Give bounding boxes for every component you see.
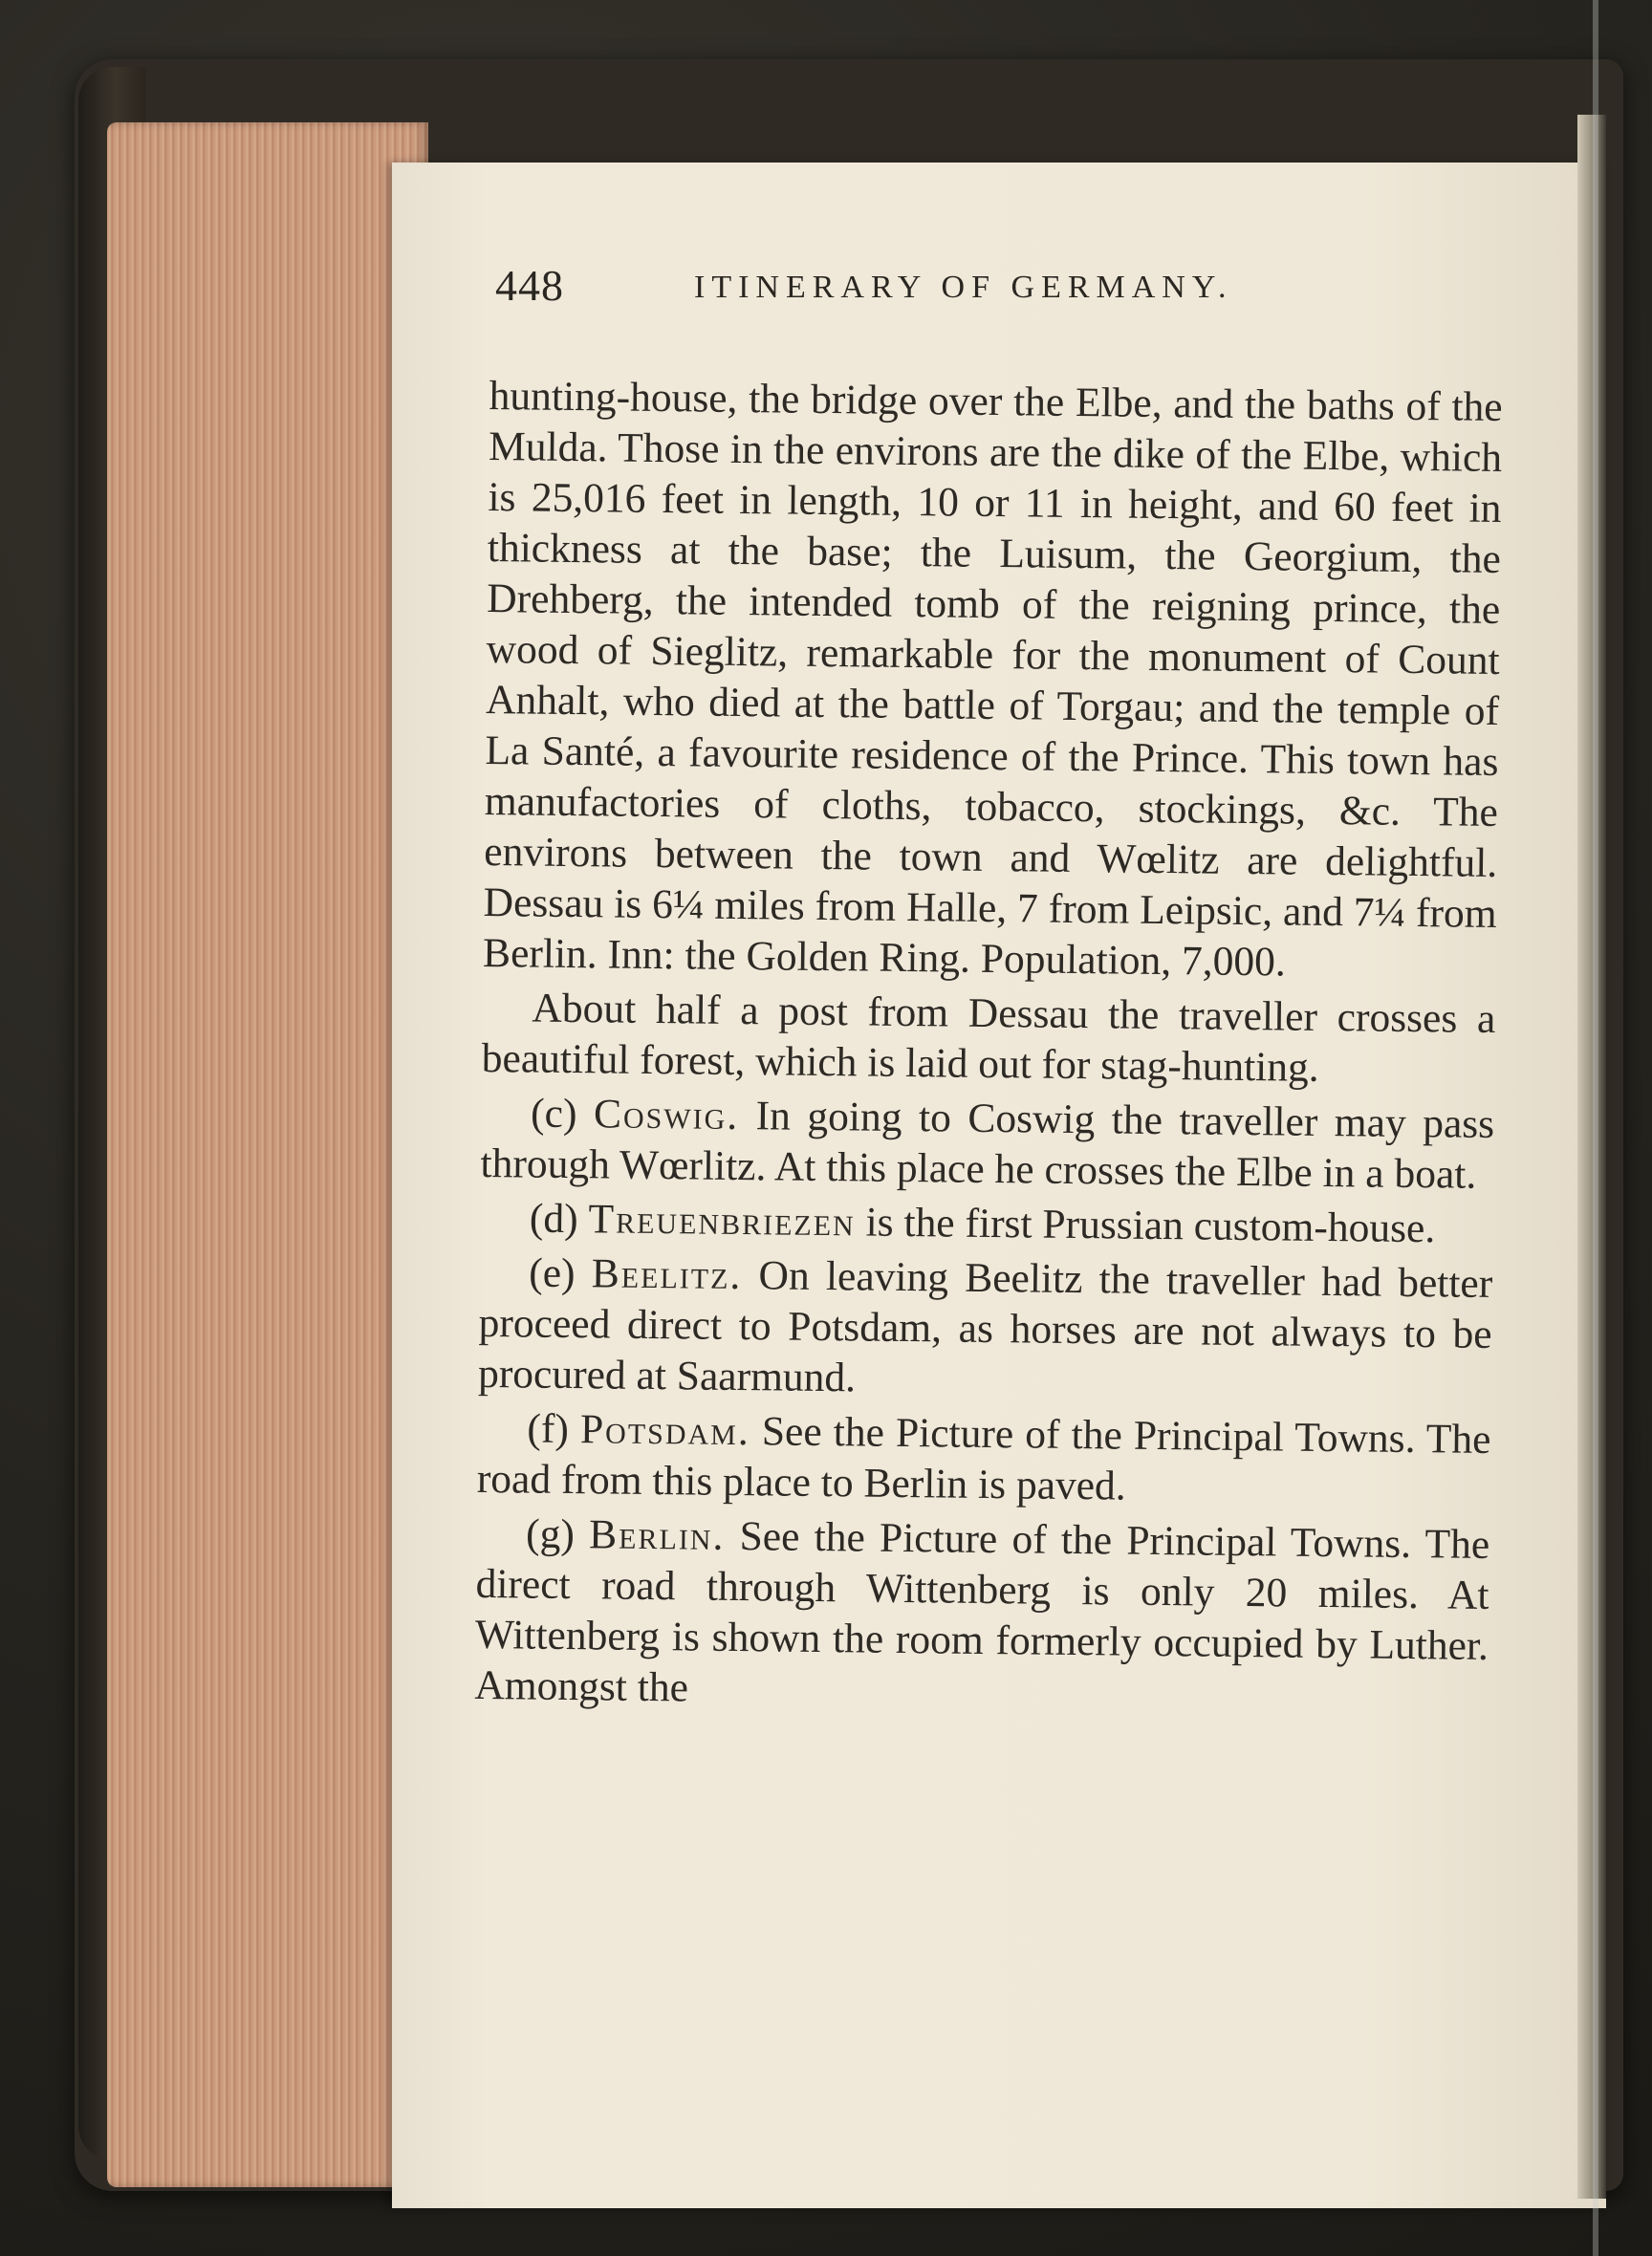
paragraph-beelitz	[478, 1247, 1493, 1411]
page-number: 448	[495, 261, 564, 310]
paragraph-text: On leaving Beelitz the traveller had better proceed direct to Potsdam, as horses are not always to be procured at Saarmund.	[477, 1252, 1493, 1401]
paragraph-text: See the Picture of the Principal Towns. The direct road through Wittenberg is only 20 miles. At Wittenberg is shown the room formerly occupied by Luther. Amongst the	[474, 1513, 1490, 1711]
paragraph-forest	[482, 983, 1496, 1095]
note-marker: (c)	[530, 1090, 577, 1138]
place-heading: Beelitz.	[591, 1250, 743, 1299]
paragraph-text: See the Picture of the Principal Towns. The road from this place to Berlin is paved.	[476, 1408, 1491, 1509]
paragraph-dessau	[483, 371, 1503, 990]
paragraph-text: hunting-house, the bridge over the Elbe, and the baths of the Mulda. Those in the environs are the dike of the Elbe, which is 25,016 feet in length, 10 or 11 in height, and 60 feet in thickness at the base; the Luisum, the Georgium, the Drehberg, the intended tomb of the reigning prince, the wood of Sieglitz, remarkable for the monument of Count Anhalt, who died at the battle of Torgau; and the temple of La Santé, a favourite residence of the Prince. This town has manufactories of cloths, tobacco, stockings, &c. The environs between the town and Wœlitz are delightful. Dessau is 6¼ miles from Halle, 7 from Leipsic, and 7¼ from Berlin. Inn: the Golden Ring. Population, 7,000.	[482, 372, 1503, 986]
running-title: ITINERARY OF GERMANY.	[694, 270, 1233, 305]
paragraph-berlin	[474, 1508, 1489, 1723]
page-fore-edge	[107, 122, 428, 2187]
note-marker: (d)	[529, 1195, 578, 1243]
page-header	[495, 260, 1451, 327]
note-marker: (f)	[527, 1405, 570, 1453]
place-heading: Treuenbriezen	[588, 1196, 857, 1246]
paragraph-text: About half a post from Dessau the traveller crosses a beautiful forest, which is laid out for stag-hunting.	[481, 985, 1496, 1091]
paragraph-text: is the first Prussian custom-house.	[865, 1199, 1436, 1252]
paragraph-potsdam	[477, 1403, 1491, 1516]
paragraph-treuenbriezen	[480, 1193, 1494, 1255]
place-heading: Coswig.	[593, 1091, 740, 1139]
page-gutter	[1577, 115, 1606, 2199]
glass-plate-edge	[1593, 0, 1598, 2256]
paragraph-text: In going to Coswig the traveller may pass through Wœrlitz. At this place he crosses the Elbe in a boat.	[480, 1093, 1495, 1198]
place-heading: Berlin.	[588, 1511, 726, 1559]
place-heading: Potsdam.	[579, 1406, 751, 1455]
note-marker: (g)	[525, 1510, 576, 1558]
paragraph-coswig	[480, 1088, 1494, 1201]
page-text	[474, 371, 1503, 1726]
note-marker: (e)	[529, 1249, 576, 1297]
